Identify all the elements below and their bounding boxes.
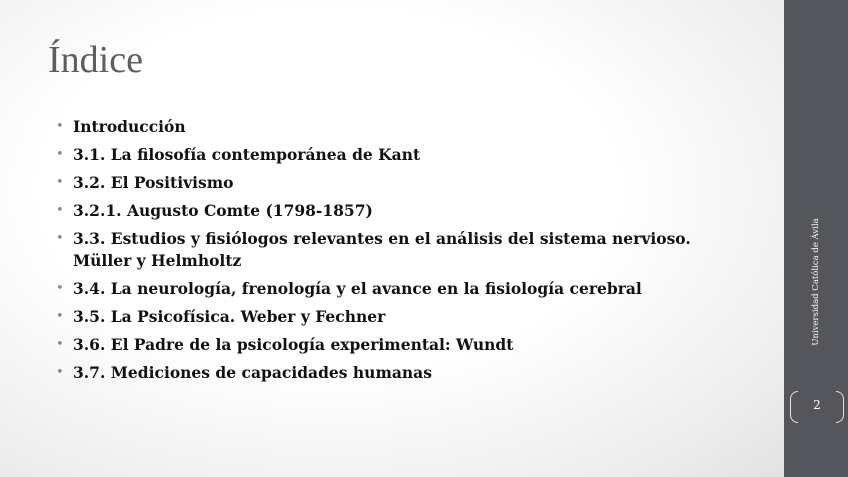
bullet-dot-icon: •: [56, 337, 64, 352]
index-list: [56, 116, 722, 390]
bullet-dot-icon: •: [56, 119, 64, 134]
right-bracket-icon: [836, 391, 844, 423]
index-item-3-3: [56, 228, 722, 272]
page-number-badge: [790, 391, 844, 425]
index-item-label: 3.3. Estudios y fisiólogos relevantes en el análisis del sistema nervioso. Müller y Helmholtz: [73, 229, 691, 270]
index-item-3-5: [56, 306, 722, 328]
index-item-label: 3.1. La filosofía contemporánea de Kant: [73, 145, 421, 164]
index-item-3-1: [56, 144, 722, 166]
index-item-3-7: [56, 362, 722, 384]
index-item-3-4: [56, 278, 722, 300]
bullet-dot-icon: •: [56, 365, 64, 380]
index-item-3-6: [56, 334, 722, 356]
slide-title: Índice: [48, 39, 143, 81]
bullet-dot-icon: •: [56, 281, 64, 296]
index-item-label: 3.5. La Psicofísica. Weber y Fechner: [73, 307, 386, 326]
bullet-dot-icon: •: [56, 175, 64, 190]
index-item-introduccion: [56, 116, 722, 138]
slide-sidebar: [784, 0, 848, 477]
index-item-label: 3.6. El Padre de la psicología experimental: Wundt: [73, 335, 514, 354]
index-item-3-2: [56, 172, 722, 194]
page-number: 2: [813, 398, 821, 412]
university-caption: Universidad Católica de Ávila: [811, 218, 821, 346]
index-item-label: 3.2.1. Augusto Comte (1798-1857): [73, 201, 373, 220]
index-item-label: 3.2. El Positivismo: [73, 173, 234, 192]
index-item-3-2-1: [56, 200, 722, 222]
index-item-label: Introducción: [73, 117, 186, 136]
bullet-dot-icon: •: [56, 147, 64, 162]
index-item-label: 3.7. Mediciones de capacidades humanas: [73, 363, 432, 382]
bullet-dot-icon: •: [56, 231, 64, 246]
bullet-dot-icon: •: [56, 203, 64, 218]
bullet-dot-icon: •: [56, 309, 64, 324]
index-item-label: 3.4. La neurología, frenología y el avance en la fisiología cerebral: [73, 279, 642, 298]
